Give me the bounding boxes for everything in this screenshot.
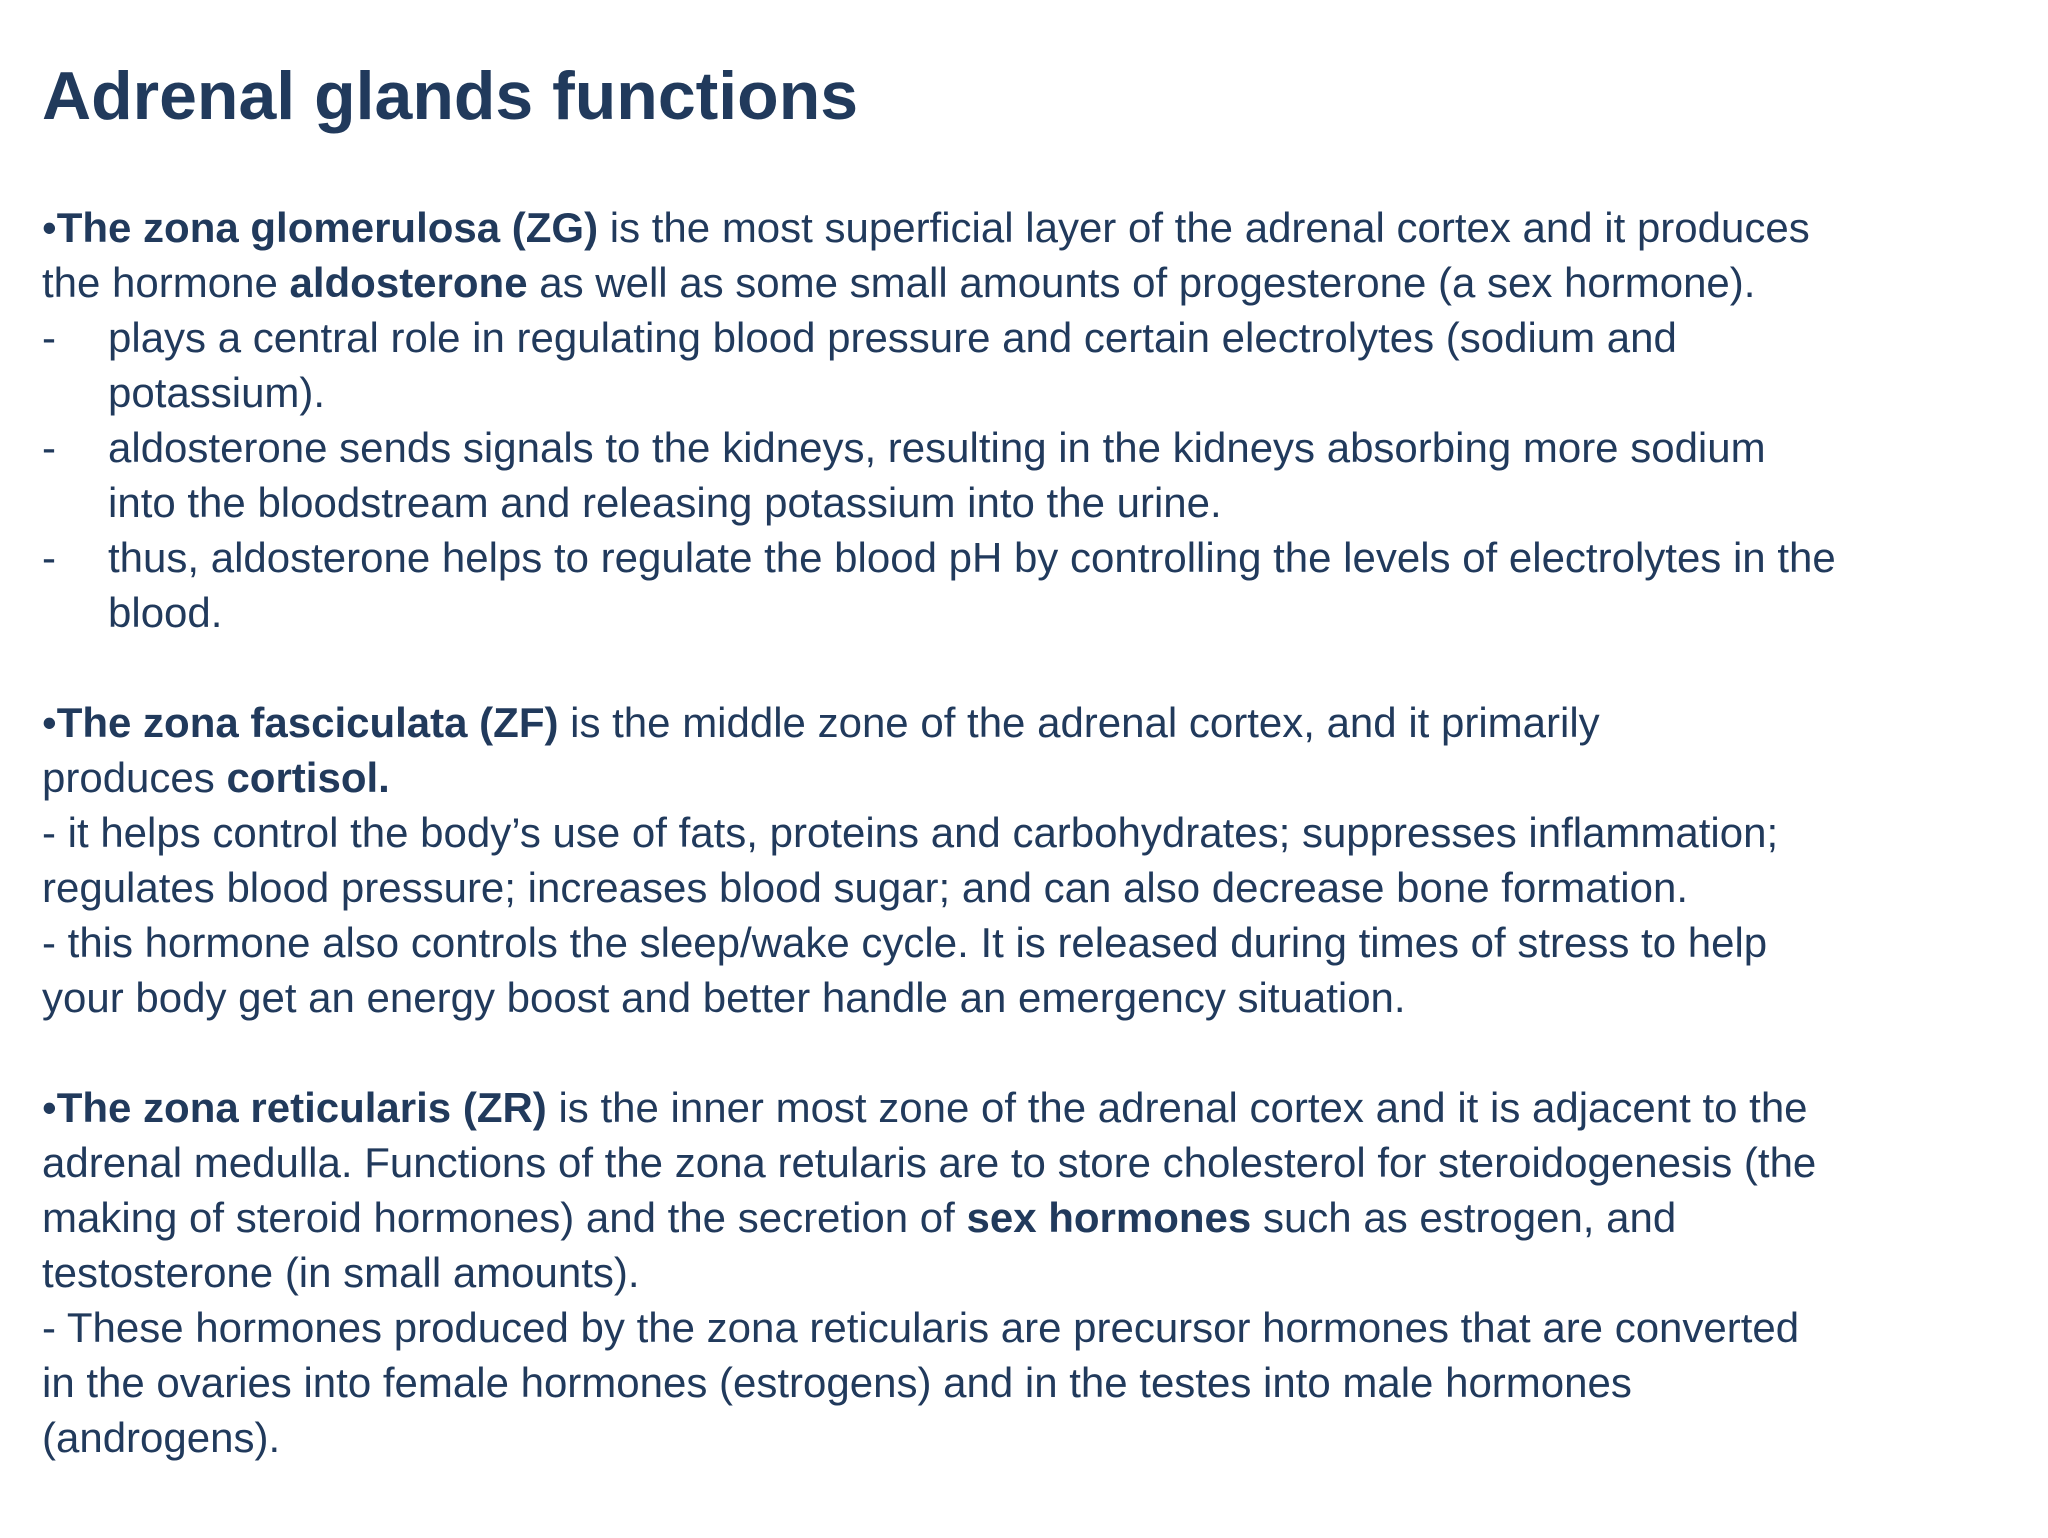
text-run: such as estrogen, and [1251,1194,1677,1241]
paragraph-line [42,1080,2022,1135]
bullet-mark: • [42,699,57,746]
text-run: making of steroid hormones) and the secretion of [42,1194,967,1241]
text-run: aldosterone sends signals to the kidneys, resulting in the kidneys absorbing more sodium [108,424,1766,471]
zone-name: The zona fasciculata (ZF) [56,699,559,746]
dash-item-line [42,420,2022,475]
paragraph-line: (androgens). [42,1414,281,1461]
text-run: plays a central role in regulating blood pressure and certain electrolytes (sodium and [108,314,1677,361]
paragraph-line [42,1190,2022,1245]
spacer [42,1025,2022,1080]
dash-item-continuation: blood. [108,589,223,636]
zone-name: The zona glomerulosa (ZG) [56,204,599,251]
text-run: thus, aldosterone helps to regulate the blood pH by controlling the levels of electrolytes in the [108,534,1836,581]
hormone-name: sex hormones [966,1194,1252,1241]
dash-mark: - [42,314,56,361]
section-zona-reticularis [42,1080,2022,1465]
text-run: as well as some small amounts of progesterone (a sex hormone). [527,259,1756,306]
section-zona-fasciculata [42,695,2022,1025]
paragraph-line [42,200,2022,255]
text-run: is the inner most zone of the adrenal cortex and it is adjacent to the [546,1084,1808,1131]
hormone-name: aldosterone [289,259,528,306]
spacer [42,640,2022,695]
text-run: is the most superficial layer of the adrenal cortex and it produces [598,204,1810,251]
paragraph-line: adrenal medulla. Functions of the zona retularis are to store cholesterol for steroidogenesis (the [42,1139,1817,1186]
hormone-name: cortisol. [226,754,390,801]
bullet-mark: • [42,204,57,251]
page-title: Adrenal glands functions [42,58,859,134]
paragraph-line: your body get an energy boost and better handle an emergency situation. [42,974,1406,1021]
paragraph-line [42,750,2022,805]
text-run: the hormone [42,259,290,306]
paragraph-line: regulates blood pressure; increases blood sugar; and can also decrease bone formation. [42,864,1689,911]
dash-mark: - [42,534,56,581]
slide-body [42,200,2022,1465]
paragraph-line: - this hormone also controls the sleep/wake cycle. It is released during times of stress to help [42,919,1768,966]
dash-mark: - [42,424,56,471]
text-run: produces [42,754,227,801]
zone-name: The zona reticularis (ZR) [56,1084,547,1131]
paragraph-line [42,695,2022,750]
text-run: is the middle zone of the adrenal cortex, and it primarily [558,699,1600,746]
dash-item-continuation: potassium). [108,369,326,416]
section-zona-glomerulosa [42,200,2022,640]
paragraph-line: in the ovaries into female hormones (estrogens) and in the testes into male hormones [42,1359,1632,1406]
paragraph-line: - it helps control the body’s use of fats, proteins and carbohydrates; suppresses inflammation; [42,809,1779,856]
bullet-mark: • [42,1084,57,1131]
dash-item-line [42,530,2022,585]
paragraph-line [42,255,2022,310]
dash-item-continuation: into the bloodstream and releasing potassium into the urine. [108,479,1222,526]
paragraph-line: - These hormones produced by the zona reticularis are precursor hormones that are converted [42,1304,1800,1351]
dash-item-line [42,310,2022,365]
paragraph-line: testosterone (in small amounts). [42,1249,640,1296]
